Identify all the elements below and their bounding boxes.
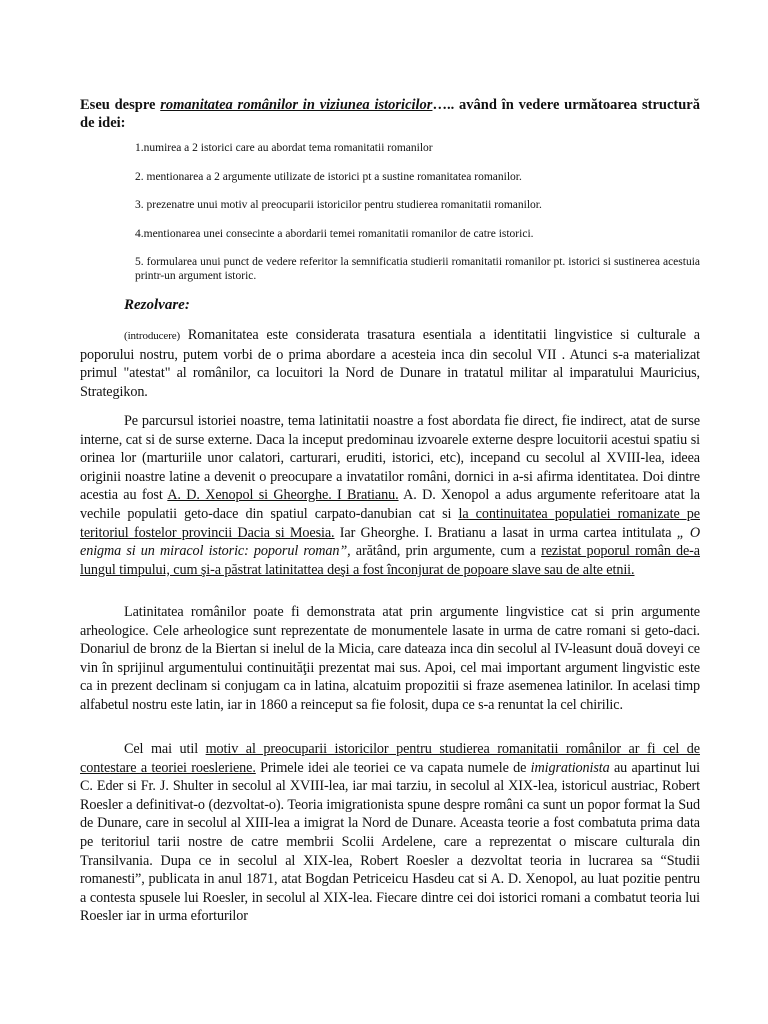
- title-prefix: Eseu despre: [80, 97, 161, 113]
- requirement-3: 3. prezenatre unui motiv al preocuparii istoricilor pentru studierea romanitatii romanilor.: [135, 199, 542, 211]
- p2-text-3: Iar Gheorghe. I. Bratianu a lasat in urma cartea intitulata: [334, 524, 677, 541]
- p2-text-2: A. D. Xenopol a adus argumente referitoare atat la vechile populatii geto-dace din spatiul carpato-danubian cat si: [80, 487, 700, 522]
- p2-text-1: Pe parcursul istoriei noastre, tema latinitatii noastre a fost abordata fie direct, fie indirect, atat de surse interne, cat si de surse externe. Daca la inceput predominau izvoarele externe despre locuitorii acestui spatiu si orinea lor (marturiile unor calatori, carturari, eruditi, istorici, etc), incepand cu secolul al XVIII-lea, ideea originii noastre latine a devenit o preocupare a invatatilor români, dornici in a-si afirma identitatea. Doi dintre acestia au fost: [80, 413, 700, 504]
- p4-theory-name: imigrationista: [530, 759, 610, 776]
- p4-text-3: au apartinut lui C. Eder si Fr. J. Shulter in secolul al XVIII-lea, iar mai tarziu, in secolul al XIX-lea, istoricul austriac, Robert Roesler a definitivat-o (dezvoltat-o). Teoria imigrationista spune despre români ca sunt un popor format la Sud de Dunare, care in secolul al XIII-lea a imigrat la Nord de Dunare. Aceasta teorie a fost combatuta prima data pe teritoriul tarii nostre de catre membrii Scolii Ardelene, care a reprezentat o miscare culturala din Transilvania. Dupa ce in secolul al XIX-lea, Robert Roesler a dezvoltat teoria in lucrarea sa “Studii romanesti”, publicata in anul 1871, atat Bogdan Petriceicu Hasdeu cat si A. D. Xenopol, au luat pozitie pentru a contesta spusele lui Roesler, in secolul al XIX-lea. Fiecare dintre cei doi istorici romani a combatut teoria lui Roesler iar in urma eforturilor: [80, 759, 700, 925]
- paragraph-arguments: Latinitatea românilor poate fi demonstrata atat prin argumente lingvistice cat si prin argumente arheologice. Cele arheologice sunt reprezentate de monumentele lasate in urma de catre romani si geto-daci. Donariul de bronz de la Biertan si inelul de la Micia, care dateaza inca din secolul al IV-leasunt două doveyi ce vin în sprijinul argumentului continuităţii prezentat mai sus. Apoi, cel mai important argument lingvistic este ca in prezent declinam si conjugam ca in latina, alcatuim propozitii si fraze asemenea latinilor. In acelasi timp alfabetul nostru este latin, iar in 1860 a reinceput sa fie folosit, dupa ce s-a renuntat la cel chirilic.: [80, 604, 700, 713]
- paragraph-introduction: [80, 326, 700, 401]
- requirement-4: 4.mentionarea unei consecinte a abordarii temei romanitatii romanilor de catre istorici.: [135, 228, 534, 240]
- title-suffix: ….. având în vedere următoarea structură de idei:: [80, 97, 700, 131]
- paragraph-motive: [80, 740, 700, 926]
- title-topic: romanitatea românilor in viziunea istoricilor: [160, 97, 433, 113]
- p4-text-2: Primele idei ale teoriei ce va capata numele de: [255, 759, 531, 776]
- requirement-2: 2. mentionarea a 2 argumente utilizate de istorici pt a sustine romanitatea romanilor.: [135, 171, 522, 183]
- p2-book-title: „ O enigma si un miracol istoric: poporul roman”: [80, 524, 700, 560]
- p4-motive: motiv al preocuparii istoricilor pentru studierea romanitatii românilor ar fi cel de contestare a teoriei roesleriene.: [80, 741, 700, 776]
- requirement-5: 5. formularea unui punct de vedere referitor la semnificatia studierii romanitatii romanilor pt. istorici si sustinerea acestuia printr-un argument istoric.: [135, 256, 700, 282]
- p4-text-1: Cel mai util: [124, 741, 206, 757]
- p2-historians-names: A. D. Xenopol si Gheorghe. I Bratianu.: [167, 487, 399, 504]
- rezolvare-heading: Rezolvare:: [124, 297, 190, 313]
- intro-tag: (introducere): [124, 330, 181, 342]
- paragraph-historians: [80, 412, 700, 579]
- p2-text-4: , arătând, prin argumente, cum a: [347, 543, 542, 560]
- p2-resistance-argument: rezistat poporul român de-a lungul timpului, cum şi-a păstrat latinitattea deşi a fost înconjurat de popoare slave sau de alte etnii.: [80, 543, 700, 578]
- p2-continuity-argument: la continuitatea populatiei romanizate pe teritoriul fostelor provincii Dacia si Moesia.: [80, 505, 700, 541]
- essay-title: [80, 96, 700, 132]
- requirement-1: 1.numirea a 2 istorici care au abordat tema romanitatii romanilor: [135, 142, 433, 154]
- intro-text: Romanitatea este considerata trasatura esentiala a identitatii lingvistice si culturale a poporului nostru, putem vorbi de o prima abordare a acesteia inca din secolul VII . Atunci s-a materializat primul "atestat" al românilor, ca locuitori la Nord de Dunare in tratatul militar al imparatului Mauricius, Strategikon.: [80, 327, 700, 400]
